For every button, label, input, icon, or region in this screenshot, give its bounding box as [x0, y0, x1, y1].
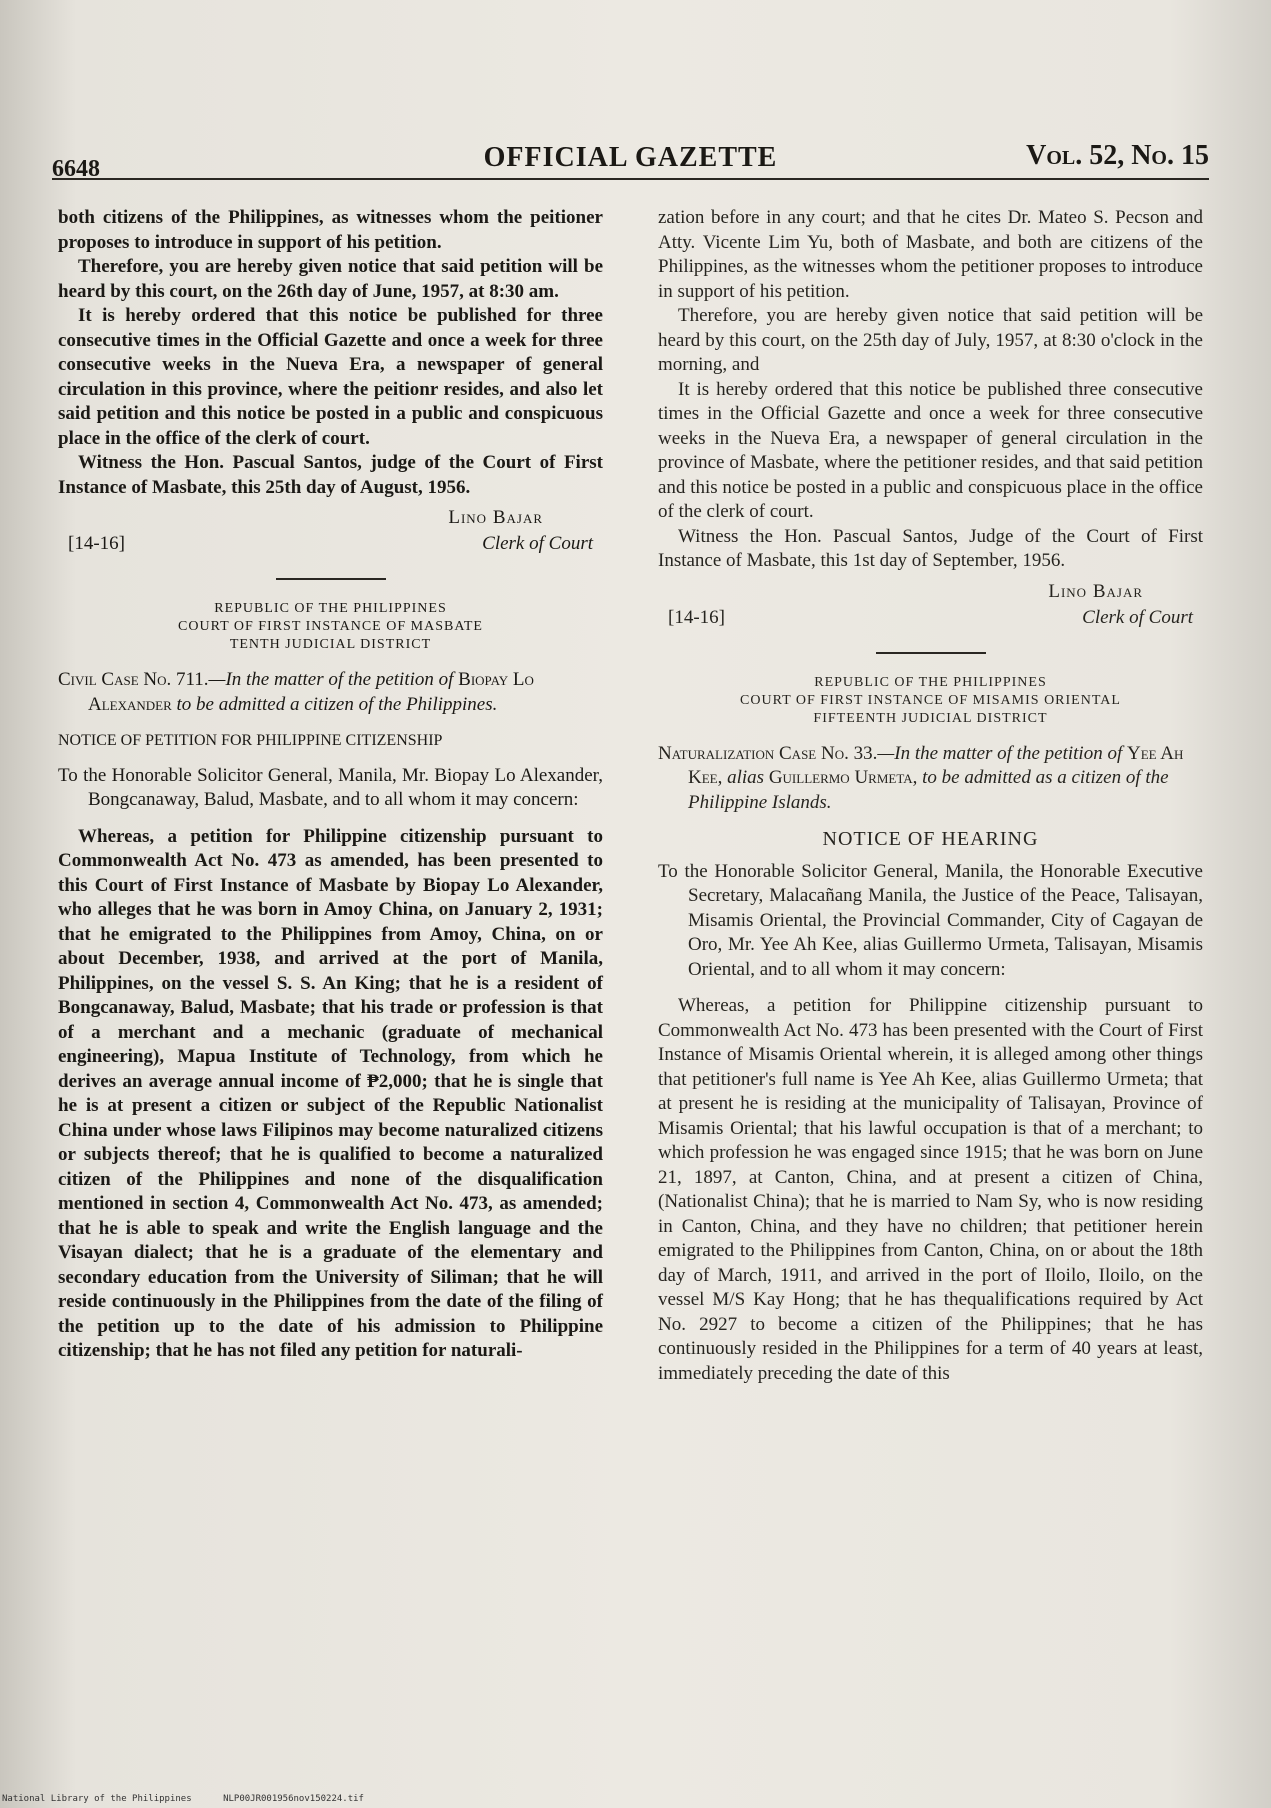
scan-filename: NLP00JR001956nov150224.tif [223, 1794, 364, 1804]
section-divider [876, 652, 986, 654]
signature-name: Lino Bajar [1048, 580, 1143, 602]
court-header [658, 674, 1203, 728]
paragraph: Therefore, you are hereby given notice that said petition will be heard by this court, on the 25th day of July, 1957, at 8:30 o'clock in the morning, and [658, 305, 1203, 375]
case-party: Biopay Lo Alexander [88, 669, 534, 715]
paragraph: both citizens of the Philippines, as witnesses whom the peitioner proposes to introduce in support of his petition. [58, 207, 603, 253]
case-label: Civil Case No. 711. [58, 669, 209, 690]
case-text: to be admitted a citizen of the Philippines. [176, 693, 498, 715]
paragraph: zation before in any court; and that he cites Dr. Mateo S. Pecson and Atty. Vicente Lim Yu, both of Masbate, and both are citizens of the Philippines, as the witnesses whom the petitioner proposes to introduce in support of his petition. [658, 207, 1203, 302]
notice-title: NOTICE OF HEARING [822, 828, 1039, 850]
case-title [58, 668, 603, 717]
petition-body: Whereas, a petition for Philippine citizenship pursuant to Commonwealth Act No. 473 as amended, has been presented to this Court of First Instance of Masbate by Biopay Lo Alexander, who alleges that he was born in Amoy China, on January 2, 1931; that he emigrated to the Philippines from Amoy, China, on or about December, 1938, and arrived at the port of Manila, Philippines, on the vessel S. S. An King; that he is a resident of Bongcanaway, Balud, Masbate; that his trade or profession is that of a merchant and a mechanic (graduate of mechanical engineering), Mapua Institute of Technology, from which he derives an average annual income of ₱2,000; that he is single that he is at present a citizen or subject of the Republic Nationalist China under whose laws Filipinos may become naturalized citizens or subjects thereof; that he is qualified to become a naturalized citizen of the Philippines and none of the disqualification mentioned in section 4, Commonwealth Act No. 473, as amended; that he is able to speak and write the English language and the Visayan dialect; that he is a graduate of the elementary and secondary education from the University of Siliman; that he will reside continuously in the Philippines from the date of the filing of the petition up to the date of his admission to Philippine citizenship; that he has not filed any petition for naturali- [58, 825, 603, 1361]
issue-range: [14-16] [668, 606, 725, 628]
case-label: Naturalization Case No. 33. [658, 742, 878, 764]
page-number: 6648 [52, 156, 100, 182]
paragraph: Therefore, you are hereby given notice that said petition will be heard by this court, on the 26th day of June, 1957, at 8:30 am. [58, 256, 603, 302]
left-column [58, 206, 603, 1364]
paragraph: It is hereby ordered that this notice be published three consecutive times in the Official Gazette and once a week for three consecutive weeks in the Nueva Era, a newspaper of general circulation in the province of Masbate, where the petitioner resides, and that said petition and this notice be posted in a public and conspicuous place in the office of the clerk of court. [658, 378, 1203, 522]
notice-title: NOTICE OF PETITION FOR PHILIPPINE CITIZENSHIP [58, 732, 443, 749]
court-header-line: REPUBLIC OF THE PHILIPPINES [214, 601, 447, 616]
case-alias: alias [727, 767, 765, 788]
case-party-alias: Guillermo Urmeta, [768, 767, 918, 788]
case-party: Yee Ah Kee, [688, 742, 1184, 788]
publication-title: OFFICIAL GAZETTE [483, 142, 778, 173]
court-header-line: REPUBLIC OF THE PHILIPPINES [814, 674, 1047, 690]
paragraph: Witness the Hon. Pascual Santos, Judge of the Court of First Instance of Masbate, this 1st day of September, 1956. [658, 525, 1203, 571]
case-text: —In the matter of the petition of [208, 669, 454, 690]
case-text: —In the matter of the petition of [877, 742, 1123, 764]
paragraph: Witness the Hon. Pascual Santos, judge of the Court of First Instance of Masbate, this 25th day of August, 1956. [58, 452, 603, 498]
section-divider [276, 578, 386, 580]
petition-body: Whereas, a petition for Philippine citizenship pursuant to Commonwealth Act No. 473 has been presented with the Court of First Instance of Misamis Oriental wherein, it is alleged among other things that petitioner's full name is Yee Ah Kee, alias Guillermo Urmeta; that at present he is residing at the municipality of Talisayan, Province of Misamis Oriental; that his lawful occupation is that of a merchant; to which profession he was engaged since 1915; that he was born on June 21, 1897, at Canton, China, and at present a citizen of China, (Nationalist China); that he is married to Nam Sy, who is now residing in Canton, China, and they have no children; that petitioner herein emigrated to the Philippines from Canton, China, on or about the 18th day of March, 1911, and arrived in the port of Iloilo, Iloilo, on the vessel M/S Kay Hong; that he has thequalifications required by Act No. 2927 to become a citizen of the Philippines; that he has continuously resided in the Philippines for a term of 40 years at least, immediately preceding the date of this [658, 995, 1203, 1384]
signature-title: Clerk of Court [482, 533, 593, 554]
issue-range: [14-16] [68, 533, 125, 554]
case-title [658, 742, 1203, 816]
court-header-line: FIFTEENTH JUDICIAL DISTRICT [813, 710, 1048, 726]
scan-footer [0, 1794, 1271, 1808]
addressee: To the Honorable Solicitor General, Manila, the Honorable Executive Secretary, Malacañang Manila, the Justice of the Peace, Talisayan, Misamis Oriental, the Provincial Commander, City of Cagayan de Oro, Mr. Yee Ah Kee, alias Guillermo Urmeta, Talisayan, Misamis Oriental, and to all whom it may concern: [658, 860, 1203, 980]
court-header-line: COURT OF FIRST INSTANCE OF MISAMIS ORIENTAL [740, 692, 1121, 708]
signature-block [658, 580, 1203, 638]
volume-number: Vol. 52, No. 15 [1026, 140, 1209, 171]
addressee: To the Honorable Solicitor General, Manila, Mr. Biopay Lo Alexander, Bongcanaway, Balud, Masbate, and to all whom it may concern: [58, 764, 603, 810]
court-header-line: COURT OF FIRST INSTANCE OF MASBATE [178, 619, 483, 634]
paragraph: It is hereby ordered that this notice be published for three consecutive times in the Official Gazette and once a week for three consecutive weeks in the Nueva Era, a newspaper of general circulation in this province, where the peitionr resides, and also let said petition and this notice be posted in a public and conspicuous place in the office of the clerk of court. [58, 305, 603, 449]
right-column [658, 206, 1203, 1386]
library-credit: National Library of the Philippines [2, 1794, 192, 1804]
court-header-line: TENTH JUDICIAL DISTRICT [229, 637, 432, 652]
signature-title: Clerk of Court [1082, 606, 1193, 628]
page-header [52, 132, 1209, 180]
signature-block [58, 506, 603, 564]
court-header [58, 600, 603, 654]
signature-name: Lino Bajar [448, 507, 543, 528]
case-text: to be admitted as a citizen of the Philippine Islands. [688, 767, 1169, 813]
